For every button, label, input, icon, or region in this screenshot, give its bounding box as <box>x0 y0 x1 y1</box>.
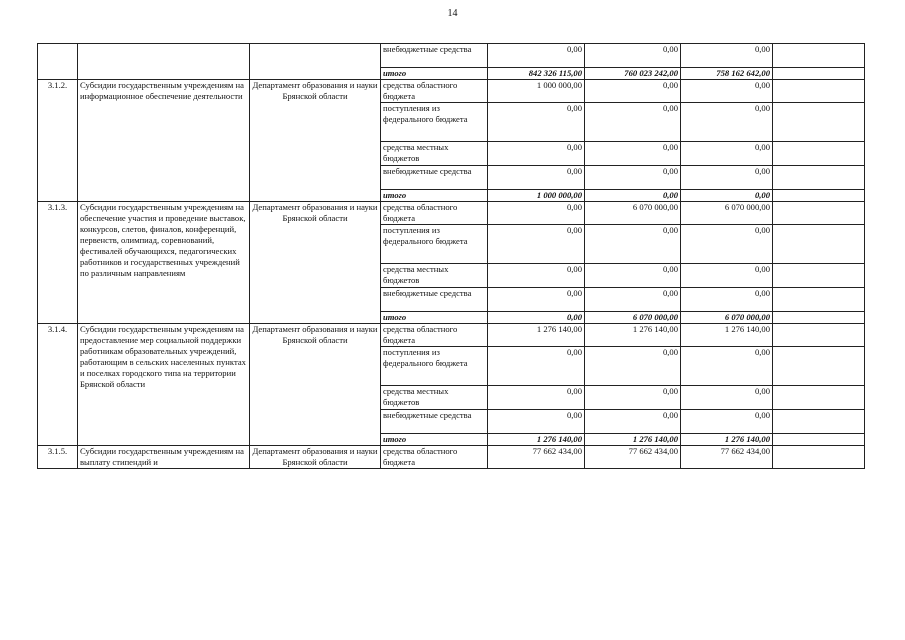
table-row <box>38 202 865 225</box>
empty-cell <box>773 80 865 103</box>
value-year-1: 0,00 <box>488 103 585 142</box>
value-year-1: 1 276 140,00 <box>488 434 585 446</box>
item-executor: Департамент образования и науки Брянской области <box>250 80 381 202</box>
value-year-1: 1 276 140,00 <box>488 324 585 347</box>
item-name <box>78 44 250 80</box>
page-number: 14 <box>447 8 458 19</box>
value-year-2: 6 070 000,00 <box>585 202 681 225</box>
value-year-2: 0,00 <box>585 44 681 68</box>
item-name: Субсидии государственным учреждениям на предоставление мер социальной поддержки работникам образовательных учреждений, работающим в сельских населенных пунктах и поселках городского типа на территории Брянской области <box>78 324 250 446</box>
value-year-3: 0,00 <box>681 190 773 202</box>
value-year-2: 0,00 <box>585 225 681 264</box>
funding-source: средства областного бюджета <box>381 202 488 225</box>
value-year-2: 1 276 140,00 <box>585 324 681 347</box>
value-year-3: 1 276 140,00 <box>681 434 773 446</box>
value-year-2: 760 023 242,00 <box>585 68 681 80</box>
value-year-1: 0,00 <box>488 264 585 288</box>
value-year-3: 0,00 <box>681 264 773 288</box>
value-year-3: 0,00 <box>681 103 773 142</box>
value-year-2: 0,00 <box>585 190 681 202</box>
value-year-2: 77 662 434,00 <box>585 446 681 469</box>
table-row <box>38 44 865 68</box>
empty-cell <box>773 44 865 68</box>
item-code: 3.1.2. <box>38 80 78 202</box>
table-row <box>38 324 865 347</box>
value-year-1: 77 662 434,00 <box>488 446 585 469</box>
empty-cell <box>773 434 865 446</box>
value-year-3: 77 662 434,00 <box>681 446 773 469</box>
empty-cell <box>773 324 865 347</box>
funding-source: итого <box>381 68 488 80</box>
table-row <box>38 80 865 103</box>
funding-source: внебюджетные средства <box>381 166 488 190</box>
value-year-3: 0,00 <box>681 44 773 68</box>
value-year-3: 6 070 000,00 <box>681 202 773 225</box>
funding-source: внебюджетные средства <box>381 410 488 434</box>
value-year-2: 0,00 <box>585 103 681 142</box>
value-year-1: 0,00 <box>488 288 585 312</box>
value-year-3: 0,00 <box>681 410 773 434</box>
item-executor: Департамент образования и науки Брянской области <box>250 202 381 324</box>
empty-cell <box>773 142 865 166</box>
funding-source: итого <box>381 190 488 202</box>
value-year-1: 0,00 <box>488 386 585 410</box>
empty-cell <box>773 347 865 386</box>
value-year-3: 0,00 <box>681 166 773 190</box>
item-executor: Департамент образования и науки Брянской области <box>250 324 381 446</box>
value-year-2: 0,00 <box>585 386 681 410</box>
funding-source: средства областного бюджета <box>381 446 488 469</box>
value-year-1: 0,00 <box>488 410 585 434</box>
table-row <box>38 446 865 469</box>
value-year-1: 1 000 000,00 <box>488 190 585 202</box>
empty-cell <box>773 202 865 225</box>
value-year-2: 6 070 000,00 <box>585 312 681 324</box>
value-year-1: 0,00 <box>488 347 585 386</box>
value-year-2: 0,00 <box>585 410 681 434</box>
value-year-2: 1 276 140,00 <box>585 434 681 446</box>
item-code <box>38 44 78 80</box>
empty-cell <box>773 288 865 312</box>
value-year-1: 0,00 <box>488 142 585 166</box>
funding-source: поступления из федерального бюджета <box>381 347 488 386</box>
value-year-3: 6 070 000,00 <box>681 312 773 324</box>
item-code: 3.1.3. <box>38 202 78 324</box>
funding-source: средства местных бюджетов <box>381 142 488 166</box>
value-year-3: 0,00 <box>681 347 773 386</box>
value-year-2: 0,00 <box>585 80 681 103</box>
funding-source: поступления из федерального бюджета <box>381 225 488 264</box>
value-year-3: 0,00 <box>681 80 773 103</box>
value-year-3: 1 276 140,00 <box>681 324 773 347</box>
empty-cell <box>773 264 865 288</box>
empty-cell <box>773 225 865 264</box>
value-year-3: 0,00 <box>681 225 773 264</box>
budget-table-body <box>38 44 865 469</box>
value-year-2: 0,00 <box>585 288 681 312</box>
value-year-1: 0,00 <box>488 44 585 68</box>
funding-source: средства местных бюджетов <box>381 386 488 410</box>
value-year-1: 0,00 <box>488 312 585 324</box>
funding-source: внебюджетные средства <box>381 288 488 312</box>
budget-table <box>37 43 865 469</box>
empty-cell <box>773 190 865 202</box>
value-year-1: 0,00 <box>488 202 585 225</box>
value-year-1: 842 326 115,00 <box>488 68 585 80</box>
empty-cell <box>773 68 865 80</box>
value-year-3: 0,00 <box>681 386 773 410</box>
funding-source: внебюджетные средства <box>381 44 488 68</box>
value-year-1: 0,00 <box>488 166 585 190</box>
funding-source: итого <box>381 312 488 324</box>
funding-source: средства областного бюджета <box>381 80 488 103</box>
empty-cell <box>773 386 865 410</box>
value-year-2: 0,00 <box>585 347 681 386</box>
item-name: Субсидии государственным учреждениям на информационное обеспечение деятельности <box>78 80 250 202</box>
value-year-1: 0,00 <box>488 225 585 264</box>
empty-cell <box>773 103 865 142</box>
item-code: 3.1.4. <box>38 324 78 446</box>
value-year-1: 1 000 000,00 <box>488 80 585 103</box>
value-year-2: 0,00 <box>585 142 681 166</box>
value-year-3: 0,00 <box>681 142 773 166</box>
item-name: Субсидии государственным учреждениям на выплату стипендий и <box>78 446 250 469</box>
empty-cell <box>773 312 865 324</box>
value-year-2: 0,00 <box>585 264 681 288</box>
value-year-3: 0,00 <box>681 288 773 312</box>
empty-cell <box>773 166 865 190</box>
funding-source: средства областного бюджета <box>381 324 488 347</box>
item-name: Субсидии государственным учреждениям на обеспечение участия и проведение выставок, конкурсов, слетов, финалов, конференций, первенств, олимпиад, соревнований, фестивалей обучающихся, педагогических работников и государственных учреждений по различным направлениям <box>78 202 250 324</box>
empty-cell <box>773 446 865 469</box>
value-year-3: 758 162 642,00 <box>681 68 773 80</box>
item-executor: Департамент образования и науки Брянской области <box>250 446 381 469</box>
value-year-2: 0,00 <box>585 166 681 190</box>
funding-source: итого <box>381 434 488 446</box>
funding-source: средства местных бюджетов <box>381 264 488 288</box>
funding-source: поступления из федерального бюджета <box>381 103 488 142</box>
empty-cell <box>773 410 865 434</box>
item-executor <box>250 44 381 80</box>
item-code: 3.1.5. <box>38 446 78 469</box>
